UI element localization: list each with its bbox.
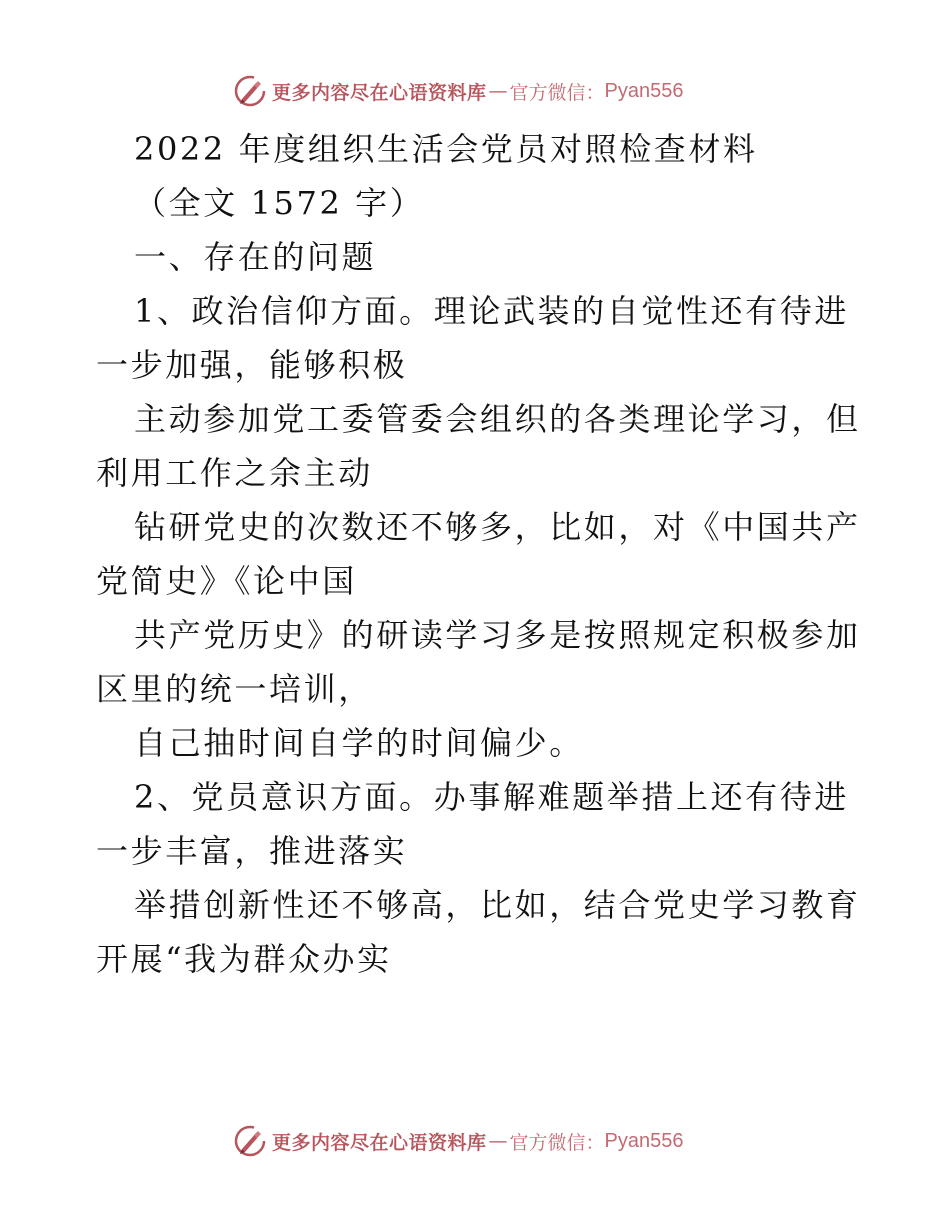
paragraph-line: 1、政治信仰方面。理论武装的自觉性还有待进: [134, 292, 849, 330]
watermark-separator: —: [488, 1130, 508, 1152]
paragraph-line: 党简史》《论中国: [96, 562, 357, 600]
paragraph-line: 利用工作之余主动: [96, 454, 373, 492]
paragraph-line: 主动参加党工委管委会组织的各类理论学习，但: [134, 400, 861, 438]
watermark-wechat-label: 官方微信：: [509, 1131, 605, 1154]
document-body: [96, 122, 866, 986]
paragraph-line: 区里的统一培训，: [96, 670, 373, 708]
paragraph-line: 共产党历史》的研读学习多是按照规定积极参加: [134, 616, 861, 654]
header-watermark: [232, 71, 684, 111]
paragraph-line: 自己抽时间自学的时间偏少。: [134, 724, 584, 762]
watermark-separator: —: [488, 80, 508, 102]
paragraph-line: 钻研党史的次数还不够多，比如，对《中国共产: [134, 508, 861, 546]
footer-watermark: [232, 1121, 684, 1161]
quill-logo-icon: [232, 73, 268, 109]
watermark-wechat-id: Pyan556: [604, 79, 684, 102]
paragraph-line: 2、党员意识方面。办事解难题举措上还有待进: [134, 778, 849, 816]
paragraph-line: 开展“我为群众办实: [96, 940, 392, 978]
quill-logo-icon: [232, 1123, 268, 1159]
watermark-wechat-id: Pyan556: [604, 1129, 684, 1152]
paragraph-line: 一步丰富，推进落实: [96, 832, 408, 870]
watermark-promo-text: 更多内容尽在心语资料库: [272, 1131, 487, 1154]
word-count: （全文 1572 字）: [134, 184, 425, 222]
document-title: 2022 年度组织生活会党员对照检查材料: [134, 130, 758, 168]
section-heading: 一、存在的问题: [134, 238, 377, 276]
paragraph-line: 举措创新性还不够高，比如，结合党史学习教育: [134, 886, 861, 924]
paragraph-line: 一步加强，能够积极: [96, 346, 408, 384]
watermark-promo-text: 更多内容尽在心语资料库: [272, 81, 487, 104]
watermark-wechat-label: 官方微信：: [509, 81, 605, 104]
